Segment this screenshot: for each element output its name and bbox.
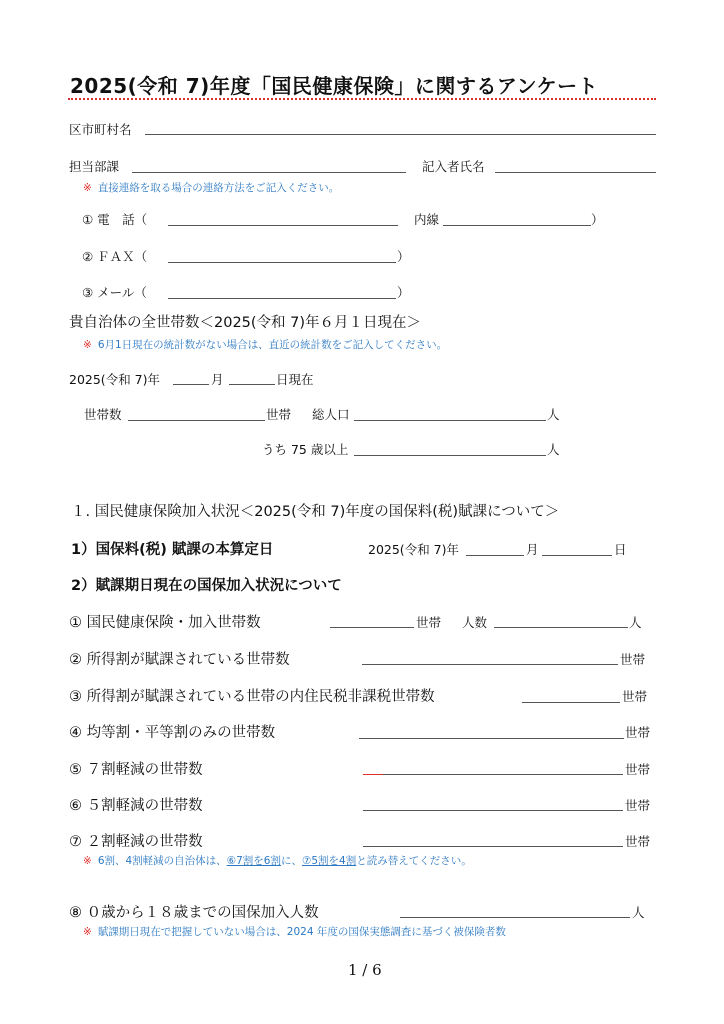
email-field[interactable] (168, 298, 396, 299)
note-text: 6月1日現在の統計数がない場合は、直近の統計数をご記入してください。 (97, 339, 448, 351)
item-5-label: ⑤ ７割軽減の世帯数 (69, 762, 203, 778)
item-7-unit: 世帯 (625, 834, 651, 849)
fax-label: ② ＦＡＸ（ (82, 249, 148, 264)
fax-field[interactable] (168, 262, 396, 263)
note-text-pre: 6割、4割軽減の自治体は、 (97, 855, 227, 867)
households-heading: 貴自治体の全世帯数＜2025(令和 7)年６月１日現在＞ (69, 315, 422, 331)
q1-date-prefix: 2025(令和 7)年 (368, 542, 459, 557)
households-unit: 世帯 (266, 407, 292, 422)
item-5-unit: 世帯 (625, 762, 651, 777)
item-3-field[interactable] (522, 702, 620, 703)
population-unit: 人 (547, 407, 560, 422)
q1-month-field[interactable] (466, 555, 524, 556)
q1-day-suffix: 日 (614, 542, 627, 557)
page-title: 2025(令和 7)年度「国民健康保険」に関するアンケート (70, 74, 599, 98)
over75-unit: 人 (547, 442, 560, 457)
item-7-field[interactable] (363, 846, 623, 847)
population-field[interactable] (354, 420, 546, 421)
item-2-field[interactable] (362, 664, 618, 665)
survey-date-prefix: 2025(令和 7)年 (69, 372, 160, 387)
population-label: 総人口 (312, 407, 350, 422)
note-link-2: ⑦5割を4割 (301, 855, 357, 867)
item-6-field[interactable] (363, 810, 623, 811)
item-1-extra-field[interactable] (494, 627, 628, 628)
survey-day-field[interactable] (229, 384, 275, 385)
extension-label: 内線 (414, 212, 440, 227)
department-label: 担当部課 (69, 159, 120, 174)
item-1-extra-label: 人数 (462, 615, 488, 630)
item-4-field[interactable] (359, 738, 624, 739)
item-8-unit: 人 (632, 905, 645, 920)
households-label: 世帯数 (84, 407, 122, 422)
households-note (83, 337, 447, 352)
phone-label: ① 電 話（ (82, 212, 148, 227)
title-underline (68, 98, 656, 100)
note-mark: ※ (83, 182, 92, 194)
contact-note (83, 180, 339, 195)
respondent-field[interactable] (495, 172, 656, 173)
households-field[interactable] (128, 420, 265, 421)
note-text: 直接連絡を取る場合の連絡方法をご記入ください。 (97, 182, 340, 194)
item-3-unit: 世帯 (622, 689, 648, 704)
email-label: ③ メール（ (82, 285, 147, 300)
extension-field[interactable] (443, 225, 591, 226)
reduction-note (83, 853, 472, 868)
q2-label: 2）賦課期日現在の国保加入状況について (71, 578, 342, 594)
q1-day-field[interactable] (542, 555, 612, 556)
over75-label: うち 75 歳以上 (262, 442, 349, 457)
department-field[interactable] (132, 172, 406, 173)
municipality-field[interactable] (145, 134, 656, 135)
fax-close-paren: ） (397, 249, 410, 264)
phone-close-paren: ） (591, 212, 604, 227)
item-1-extra-unit: 人 (629, 615, 642, 630)
survey-day-suffix: 日現在 (276, 372, 314, 387)
note-mark: ※ (83, 926, 92, 938)
item-3-label: ③ 所得割が賦課されている世帯の内住民税非課税世帯数 (69, 689, 435, 705)
phone-field[interactable] (168, 225, 398, 226)
survey-month-suffix: 月 (211, 372, 224, 387)
municipality-label: 区市町村名 (69, 122, 132, 137)
note-text-post: と読み替えてください。 (356, 855, 472, 867)
note-text: 賦課期日現在で把握していない場合は、2024 年度の国保実態調査に基づく被保険者数 (97, 926, 506, 938)
item-4-label: ④ 均等割・平等割のみの世帯数 (69, 725, 276, 741)
note-mark: ※ (83, 339, 92, 351)
item-8-label: ⑧ ０歳から１８歳までの国保加入人数 (69, 905, 319, 921)
over75-field[interactable] (354, 455, 546, 456)
survey-month-field[interactable] (173, 384, 209, 385)
item-6-unit: 世帯 (625, 798, 651, 813)
item-8-field[interactable] (400, 917, 630, 918)
section1-heading: １. 国民健康保険加入状況＜2025(令和 7)年度の国保料(税)賦課について＞ (71, 504, 560, 520)
respondent-label: 記入者氏名 (422, 159, 485, 174)
item-7-label: ⑦ ２割軽減の世帯数 (69, 834, 203, 850)
item-1-unit: 世帯 (416, 615, 442, 630)
email-close-paren: ） (397, 285, 410, 300)
page-number: 1 / 6 (348, 961, 382, 979)
item-1-label: ① 国民健康保険・加入世帯数 (69, 615, 261, 631)
item-5-field[interactable] (363, 774, 623, 775)
note-text-mid: に、 (280, 855, 302, 867)
item-6-label: ⑥ ５割軽減の世帯数 (69, 798, 203, 814)
note-link-1: ⑥7割を6割 (226, 855, 281, 867)
item-4-unit: 世帯 (625, 725, 651, 740)
item-2-label: ② 所得割が賦課されている世帯数 (69, 652, 290, 668)
q1-label: 1）国保料(税) 賦課の本算定日 (71, 542, 274, 558)
item-2-unit: 世帯 (620, 652, 646, 667)
item-1-field[interactable] (330, 627, 414, 628)
item-8-note (83, 924, 506, 939)
q1-month-suffix: 月 (526, 542, 539, 557)
note-mark: ※ (83, 855, 92, 867)
